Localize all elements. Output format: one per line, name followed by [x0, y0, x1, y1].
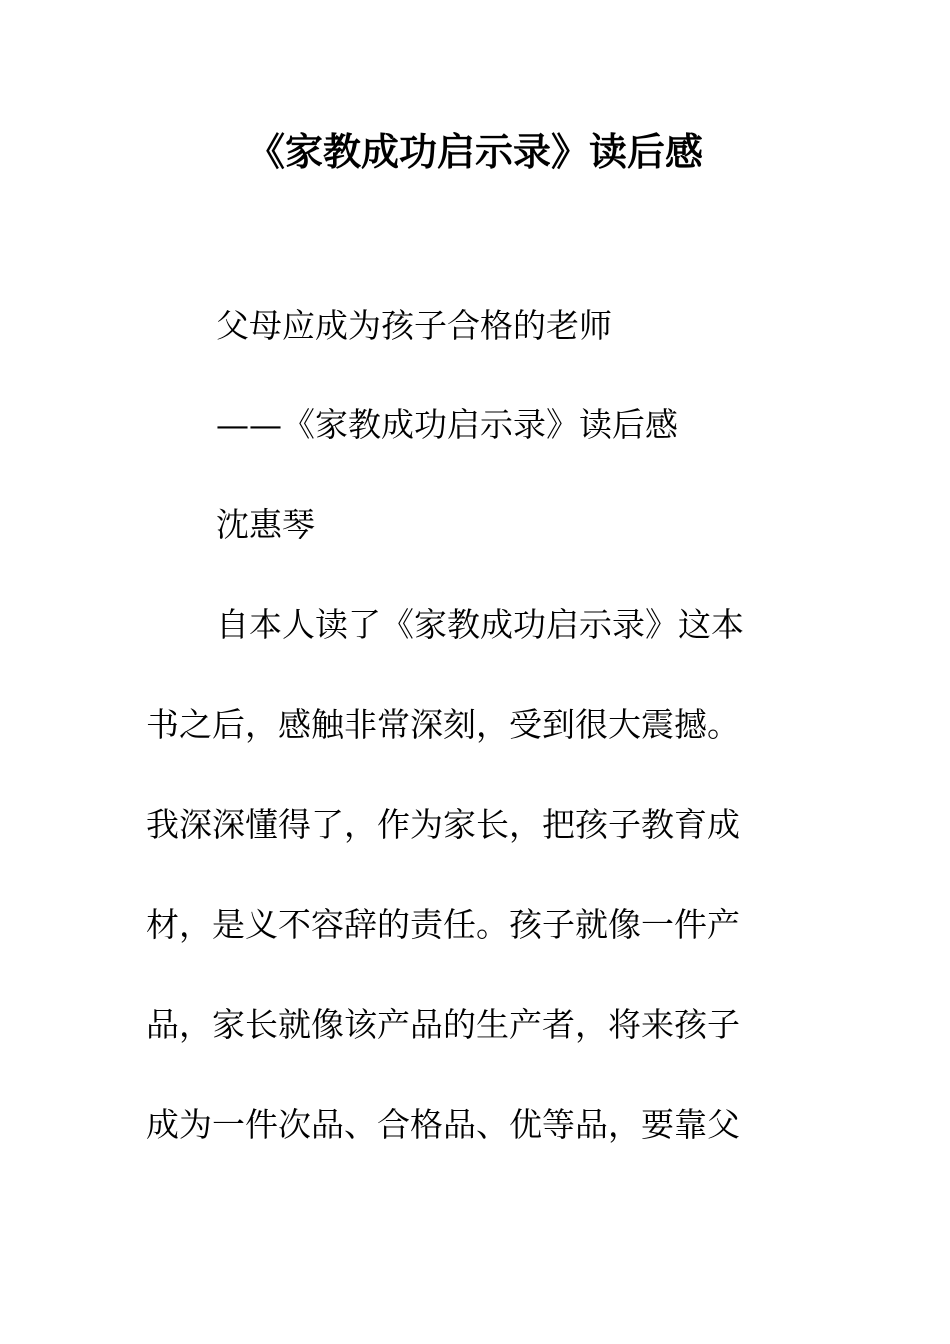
author-name: 沈惠琴	[216, 505, 315, 544]
body-text-line: 品，家长就像该产品的生产者，将来孩子	[146, 1005, 740, 1044]
body-text-line: 自本人读了《家教成功启示录》这本	[216, 605, 744, 644]
document-title: 《家教成功启示录》读后感	[246, 129, 703, 174]
body-text-line: 材，是义不容辞的责任。孩子就像一件产	[146, 905, 740, 944]
essay-title-line: 父母应成为孩子合格的老师	[216, 306, 612, 345]
body-text-line: 书之后，感触非常深刻，受到很大震撼。	[146, 705, 740, 744]
body-text-line: 成为一件次品、合格品、优等品，要靠父	[146, 1105, 740, 1144]
essay-subtitle-line: ——《家教成功启示录》读后感	[216, 405, 678, 444]
body-text-line: 我深深懂得了，作为家长，把孩子教育成	[146, 805, 740, 844]
